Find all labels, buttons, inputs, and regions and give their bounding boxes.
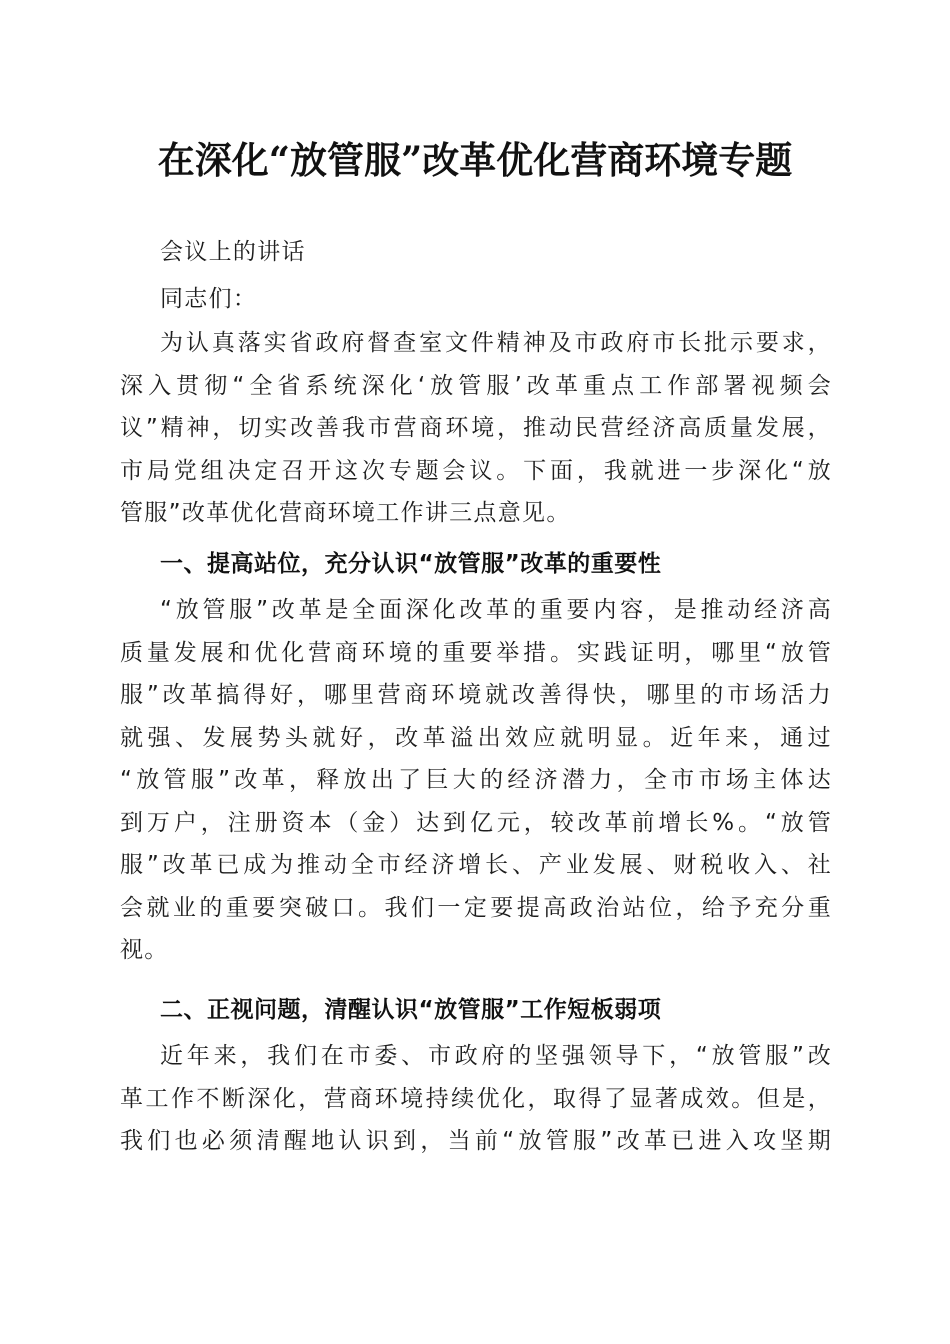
speech-subtitle: 会议上的讲话 <box>160 239 306 265</box>
document-title: 在深化“放管服”改革优化营商环境专题 <box>157 138 793 182</box>
paragraph-line: 市局党组决定召开这次专题会议。下面，我就进一步深化“放 <box>120 457 832 484</box>
section-1-paragraph <box>120 589 832 972</box>
paragraph-line: 质量发展和优化营商环境的重要举措。实践证明，哪里“放管 <box>120 639 832 666</box>
paragraph-line: 到万户，注册资本（金）达到亿元，较改革前增长%。“放管 <box>120 809 832 836</box>
paragraph-line: 为认真落实省政府督查室文件精神及市政府市长批示要求， <box>160 330 832 356</box>
paragraph-line: 我们也必须清醒地认识到，当前“放管服”改革已进入攻坚期 <box>120 1128 832 1154</box>
section-2-paragraph <box>120 1035 832 1163</box>
paragraph-line: 近年来，我们在市委、市政府的坚强领导下，“放管服”改 <box>160 1043 832 1069</box>
intro-paragraph <box>120 322 832 535</box>
paragraph-line: 就强、发展势头就好，改革溢出效应就明显。近年来，通过 <box>120 724 832 751</box>
paragraph-line: 视。 <box>120 937 169 963</box>
paragraph-line: “放管服”改革，释放出了巨大的经济潜力，全市市场主体达 <box>120 767 832 793</box>
paragraph-line: 会就业的重要突破口。我们一定要提高政治站位，给予充分重 <box>120 894 832 921</box>
paragraph-line: 服”改革搞得好，哪里营商环境就改善得快，哪里的市场活力 <box>120 682 832 708</box>
paragraph-line: 深入贯彻“全省系统深化‘放管服’改革重点工作部署视频会 <box>120 372 832 399</box>
section-heading-1: 一、提高站位，充分认识“放管服”改革的重要性 <box>160 551 662 577</box>
paragraph-line: 服”改革已成为推动全市经济增长、产业发展、财税收入、社 <box>120 852 832 878</box>
paragraph-line: “放管服”改革是全面深化改革的重要内容，是推动经济高 <box>160 597 832 623</box>
paragraph-line: 管服”改革优化营商环境工作讲三点意见。 <box>120 500 571 526</box>
salutation: 同志们： <box>160 286 258 312</box>
section-heading-2: 二、正视问题，清醒认识“放管服”工作短板弱项 <box>160 997 662 1023</box>
paragraph-line: 革工作不断深化，营商环境持续优化，取得了显著成效。但是， <box>120 1085 832 1112</box>
paragraph-line: 议”精神，切实改善我市营商环境，推动民营经济高质量发展， <box>120 415 832 441</box>
